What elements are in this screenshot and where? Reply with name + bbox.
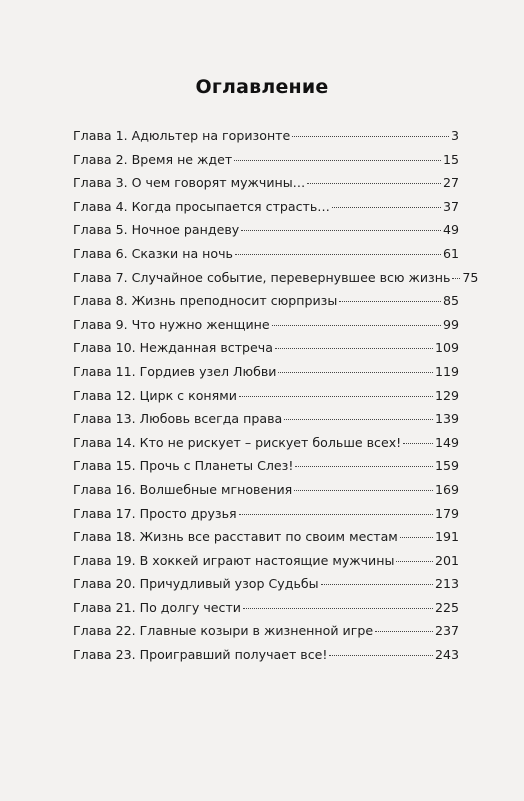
toc-entry [73, 549, 459, 573]
toc-entry-title: Глава 9. Что нужно женщине [73, 316, 270, 332]
toc-dot-leader [243, 608, 433, 609]
toc-entry-title: Глава 14. Кто не рискует – рискует больше всех! [73, 434, 402, 450]
toc-entry-page-number: 27 [442, 175, 459, 191]
toc-entry [73, 596, 459, 620]
toc-dot-leader [235, 254, 441, 255]
toc-entry [73, 431, 459, 455]
toc-entry-page-number: 179 [434, 505, 459, 521]
toc-entry-page-number: 37 [442, 198, 459, 214]
toc-entry-title: Глава 2. Время не ждет [73, 151, 233, 167]
toc-dot-leader [332, 207, 441, 208]
toc-dot-leader [400, 537, 433, 538]
toc-entry-title: Глава 12. Цирк с конями [73, 387, 237, 403]
toc-dot-leader [239, 396, 433, 397]
toc-entry-page-number: 139 [434, 411, 459, 427]
toc-entry [73, 572, 459, 596]
toc-entry-title: Глава 17. Просто друзья [73, 505, 237, 521]
toc-entry-title: Глава 20. Причудливый узор Судьбы [73, 576, 319, 592]
toc-entry [73, 525, 459, 549]
toc-entry [73, 266, 479, 290]
toc-dot-leader [339, 301, 441, 302]
toc-entry-title: Глава 5. Ночное рандеву [73, 222, 240, 238]
toc-entry [73, 619, 459, 643]
toc-entry-title: Глава 15. Прочь с Планеты Слез! [73, 458, 294, 474]
page-title: Оглавление [195, 76, 329, 98]
toc-dot-leader [234, 160, 441, 161]
toc-entry-page-number: 3 [450, 128, 459, 143]
toc-dot-leader [452, 278, 460, 279]
toc-entry [73, 171, 459, 195]
toc-entry [73, 336, 459, 360]
toc-dot-leader [239, 514, 433, 515]
toc-entry-page-number: 191 [434, 529, 459, 545]
toc-dot-leader [294, 490, 433, 491]
toc-entry-title: Глава 13. Любовь всегда права [73, 411, 283, 427]
toc-entry-page-number: 61 [442, 245, 459, 261]
toc-entry-page-number: 149 [434, 434, 459, 450]
toc-entry-page-number: 169 [434, 481, 459, 497]
toc-entry-title: Глава 11. Гордиев узел Любви [73, 363, 277, 379]
toc-entry [73, 360, 459, 384]
toc-dot-leader [403, 443, 433, 444]
toc-dot-leader [295, 466, 433, 467]
toc-entry [73, 242, 459, 266]
toc-entry-title: Глава 3. О чем говорят мужчины… [73, 175, 306, 191]
toc-entry-page-number: 119 [434, 363, 459, 379]
toc-dot-leader [396, 561, 433, 562]
toc-entry-title: Глава 8. Жизнь преподносит сюрпризы [73, 293, 338, 309]
toc-entry [73, 289, 459, 313]
toc-entry-title: Глава 22. Главные козыри в жизненной игре [73, 623, 374, 639]
toc-entry-page-number: 159 [434, 458, 459, 474]
toc-entry-page-number: 109 [434, 340, 459, 356]
toc-entry-title: Глава 19. В хоккей играют настоящие мужчины [73, 552, 395, 568]
toc-entry-title: Глава 21. По долгу чести [73, 599, 241, 615]
toc-entry-page-number: 49 [442, 222, 459, 238]
toc-dot-leader [272, 325, 441, 326]
toc-entry-title: Глава 1. Адюльтер на горизонте [73, 128, 291, 143]
toc-entry-page-number: 243 [434, 647, 459, 663]
toc-dot-leader [292, 136, 449, 137]
toc-dot-leader [241, 230, 441, 231]
toc-entry-page-number: 225 [434, 599, 459, 615]
toc-entry [73, 148, 459, 172]
table-of-contents [73, 124, 479, 667]
toc-entry-title: Глава 10. Нежданная встреча [73, 340, 273, 356]
toc-entry-title: Глава 4. Когда просыпается страсть… [73, 198, 330, 214]
toc-dot-leader [278, 372, 432, 373]
toc-entry [73, 407, 459, 431]
toc-entry-page-number: 75 [462, 269, 479, 285]
toc-entry-page-number: 85 [442, 293, 459, 309]
toc-entry [73, 454, 459, 478]
toc-entry-page-number: 129 [434, 387, 459, 403]
toc-entry-page-number: 99 [442, 316, 459, 332]
toc-entry-title: Глава 6. Сказки на ночь [73, 245, 233, 261]
toc-entry-page-number: 237 [434, 623, 459, 639]
toc-dot-leader [275, 348, 433, 349]
toc-entry [73, 478, 459, 502]
toc-entry [73, 313, 459, 337]
toc-dot-leader [375, 631, 433, 632]
toc-entry [73, 124, 459, 148]
toc-dot-leader [321, 584, 433, 585]
toc-entry-page-number: 201 [434, 552, 459, 568]
toc-entry [73, 218, 459, 242]
toc-entry [73, 384, 459, 408]
toc-dot-leader [329, 655, 433, 656]
toc-entry-title: Глава 18. Жизнь все расставит по своим местам [73, 529, 398, 545]
toc-entry-page-number: 15 [442, 151, 459, 167]
toc-dot-leader [307, 183, 441, 184]
toc-entry [73, 643, 459, 667]
toc-entry-title: Глава 7. Случайное событие, перевернувшее всю жизнь [73, 269, 451, 285]
toc-entry-title: Глава 23. Проигравший получает все! [73, 647, 328, 663]
toc-dot-leader [284, 419, 433, 420]
toc-entry [73, 502, 459, 526]
toc-entry-page-number: 213 [434, 576, 459, 592]
toc-entry [73, 195, 459, 219]
toc-entry-title: Глава 16. Волшебные мгновения [73, 481, 293, 497]
